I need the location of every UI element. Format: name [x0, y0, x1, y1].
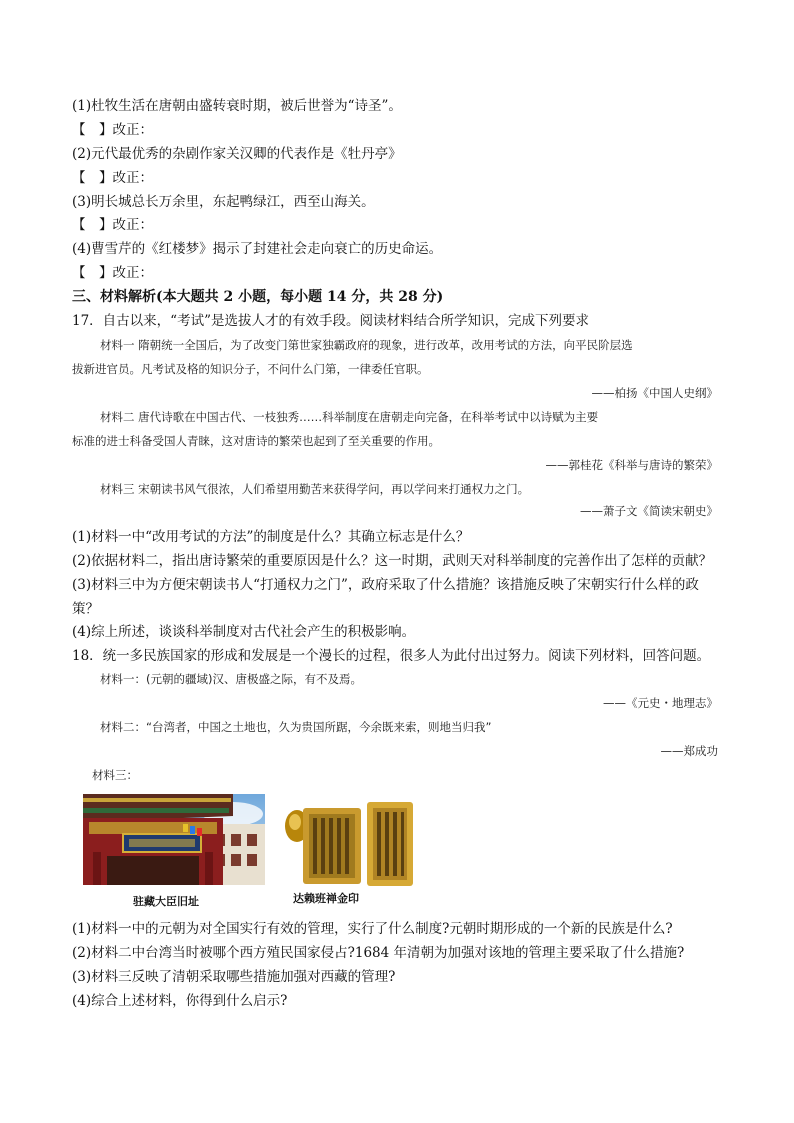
q17-material-3-line-1: 材料三 宋朝读书风气很浓，人们希望用勤苦来获得学问，再以学问来打通权力之门。 [100, 482, 530, 496]
q17-material-1-line-2: 拔新进官员。凡考试及格的知识分子，不问什么门第，一律委任官职。 [72, 362, 429, 376]
q18-question-4: (4)综合上述材料，你得到什么启示? [72, 993, 288, 1009]
residence-photo [83, 794, 265, 885]
q17-question-4: (4)综上所述，谈谈科举制度对古代社会产生的积极影响。 [72, 624, 416, 640]
q17-material-3-source: ——萧子文《简读宋朝史》 [580, 504, 718, 518]
q17-material-1-line-1: 材料一 隋朝统一全国后，为了改变门第世家独霸政府的现象，进行改革，改用考试的方法，向平民阶层选 [100, 338, 633, 352]
q16-answer-1: 【 】改正： [72, 122, 153, 138]
section-3-title: 三、材料解析(本大题共 2 小题，每小题 14 分，共 28 分) [72, 289, 444, 305]
q16-item-1: (1)杜牧生活在唐朝由盛转衰时期，被后世誉为“诗圣”。 [72, 98, 402, 114]
q16-item-4: (4)曹雪芹的《红楼梦》揭示了封建社会走向衰亡的历史命运。 [72, 241, 443, 257]
q18-material-1: 材料一：(元朝的疆域)汉、唐极盛之际，有不及焉。 [100, 672, 362, 686]
q18-material-2: 材料二：“台湾者，中国之土地也，久为贵国所踞，今余既来索，则地当归我” [100, 720, 492, 734]
residence-photo-caption: 驻藏大臣旧址 [133, 895, 199, 908]
q18-question-3: (3)材料三反映了清朝采取哪些措施加强对西藏的管理? [72, 969, 396, 985]
q18-question-2: (2)材料二中台湾当时被哪个西方殖民国家侵占?1684 年清朝为加强对该地的管理主要采取了什么措施? [72, 945, 685, 961]
q17-question-1: (1)材料一中“改用考试的方法”的制度是什么？其确立标志是什么？ [72, 529, 470, 545]
q18-material-2-source: ——郑成功 [660, 744, 718, 758]
q16-item-3: (3)明长城总长万余里，东起鸭绿江，西至山海关。 [72, 194, 375, 210]
q17-question-2: (2)依据材料二，指出唐诗繁荣的重要原因是什么？这一时期，武则天对科举制度的完善作出了怎样的贡献？ [72, 553, 713, 569]
q17-question-3: (3)材料三中为方便宋朝读书人“打通权力之门”，政府采取了什么措施？该措施反映了宋朝实行什么样的政 [72, 577, 699, 593]
q16-item-2: (2)元代最优秀的杂剧作家关汉卿的代表作是《牡丹亭》 [72, 146, 402, 162]
q17-material-2-line-2: 标准的进士科备受国人青睐，这对唐诗的繁荣也起到了至关重要的作用。 [72, 434, 440, 448]
q18-material-3-label: 材料三： [92, 768, 138, 782]
q16-answer-2: 【 】改正： [72, 170, 153, 186]
golden-seal-photo [275, 794, 417, 890]
q16-answer-3: 【 】改正： [72, 217, 153, 233]
q16-answer-4: 【 】改正： [72, 265, 153, 281]
q18-question-1: (1)材料一中的元朝为对全国实行有效的管理，实行了什么制度?元朝时期形成的一个新的民族是什么? [72, 921, 673, 937]
q18-material-1-source: ——《元史・地理志》 [603, 696, 718, 710]
q17-material-2-line-1: 材料二 唐代诗歌在中国古代、一枝独秀……科举制度在唐朝走向完备，在科举考试中以诗赋为主要 [100, 410, 599, 424]
q18-stem: 18．统一多民族国家的形成和发展是一个漫长的过程，很多人为此付出过努力。阅读下列材料，回答问题。 [72, 648, 711, 664]
q17-material-2-source: ——郭桂花《科举与唐诗的繁荣》 [545, 458, 718, 472]
q17-material-1-source: ——柏扬《中国人史纲》 [591, 386, 718, 400]
q17-question-3-cont: 策？ [72, 601, 99, 617]
golden-seal-caption: 达赖班禅金印 [293, 892, 359, 905]
q17-stem: 17．自古以来，“考试”是选拔人才的有效手段。阅读材料结合所学知识，完成下列要求 [72, 313, 589, 329]
